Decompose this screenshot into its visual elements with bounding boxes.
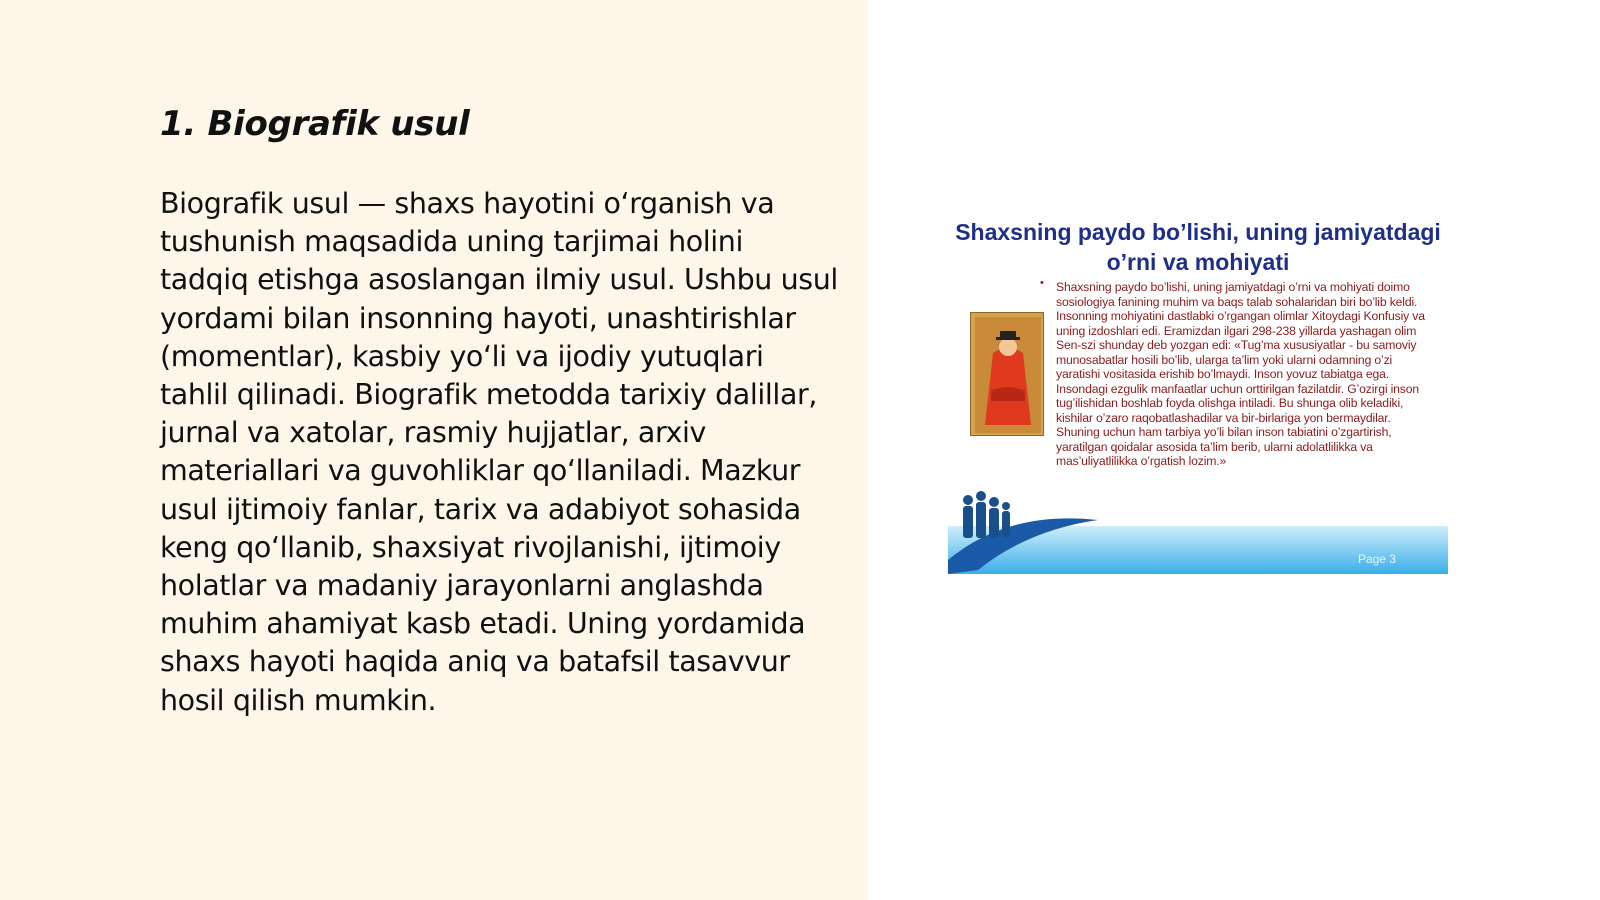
portrait-image — [970, 312, 1044, 436]
slide-thumbnail-image — [948, 210, 1448, 574]
slide-body-text: Biografik usul — shaxs hayotini o‘rganish va tushunish maqsadida uning tarjimai holini tadqiq etishga asoslangan ilmiy usul. Ushbu usul yordami bilan insonning hayoti, unashtirishlar (momentlar), kasbiy yo‘li va ijodiy yutuqlari tahlil qilinadi. Biografik metodda tarixiy dalillar, jurnal va xatolar, rasmiy hujjatlar, arxiv materiallari va guvohliklar qo‘llaniladi. Mazkur usul ijtimoiy fanlar, tarix va adabiyot sohasida keng qo‘llanib, shaxsiyat rivojlanishi, ijtimoiy holatlar va madaniy jarayonlarni anglashda muhim ahamiyat kasb etadi. Uning yordamida shaxs hayoti haqida aniq va batafsil tasavvur hosil qilish mumkin. — [160, 187, 838, 717]
thumbnail-bullet: • — [1040, 277, 1044, 289]
people-silhouette-icon — [948, 480, 1108, 574]
thumbnail-body-text: Shaxsning paydo bo’lishi, uning jamiyatdagi o’rni va mohiyati doimo sosiologiya fanining muhim va baqs talab sohalaridan biri bo’lib keldi. Insonning mohiyatini dastlabki o’rgangan olimlar Xitoydagi Konfusiy va uning izdoshlari edi. Eramizdan ilgari 298-238 yillarda yashagan olim Sen-szi shunday deb yozgan edi: «Tug’ma xususiyatlar - bu samoviy munosabatlar hosili bo’lib, ularga ta’lim yoki ularni odamning o’zi yaratishi vositasida erishib bo’lmaydi. Inson yovuz tabiatga ega. Insondagi ezgulik manfaatlar uchun orttirilgan fazilatdir. G’ozirgi inson tug’ilishidan boshlab foyda olishga intiladi. Bu shunga olib keladiki, kishilar o’zaro raqobatlashadilar va bir-birlariga yon bermaydilar. Shuning uchun ham tarbiya yo’li bilan inson tabiatini o’zgartirish, yaratilgan qoidalar asosida ta’lim berib, ularni adolatlilikka va mas’uliyatlilikka o’rgatish lozim.» — [1056, 280, 1425, 468]
thumbnail-title: Shaxsning paydo bo’lishi, uning jamiyatdagi o’rni va mohiyati — [955, 219, 1441, 275]
thumbnail-page-number: Page 3 — [1357, 552, 1396, 566]
slide-heading: 1. Biografik usul — [160, 104, 470, 144]
